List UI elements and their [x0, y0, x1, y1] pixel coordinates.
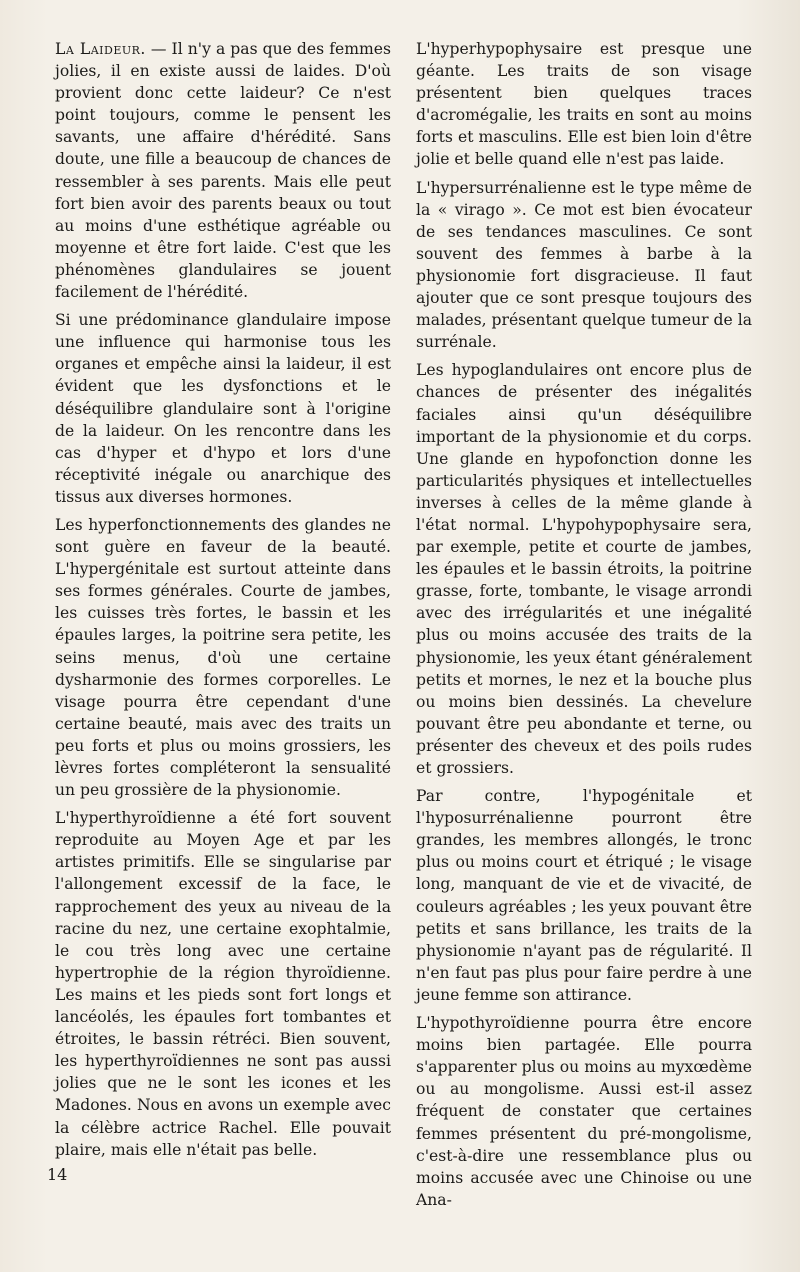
paragraph-hypoglandulaires: Les hypoglandulaires ont encore plus de chances de présenter des inégalités faciales ainsi qu'un déséquilibre important de la physionomie et du corps. Une glande en hypofonction donne les particularités physiques et intellectuelles inverses à celles de la même glande à l'état normal. L'hypohypophysaire sera, par exemple, petite et courte de jambes, les épaules et le bassin étroits, la poitrine grasse, forte, tombante, le visage arrondi avec des irrégularités et une inégalité plus ou moins accusée des traits de la physionomie, les yeux étant généralement petits et mornes, le nez et la bouche plus ou moins bien dessinés. La chevelure pouvant être peu abondante et terne, ou présenter des cheveux et des poils rudes et grossiers. [416, 361, 752, 777]
paragraph-hypothyroidienne: L'hypothyroïdienne pourra être encore moins bien partagée. Elle pourra s'apparenter plus ou moins au myxœdème ou au mongolisme. Aussi est-il assez fréquent de constater que certaines femmes présentent du pré-mongolisme, c'est-à-dire une ressemblance plus ou moins accusée avec une Chinoise ou une Ana- [416, 1014, 752, 1209]
paragraph-hypogenitale: Par contre, l'hypogénitale et l'hyposurrénalienne pourront être grandes, les membres allongés, le tronc plus ou moins court et étriqué ; le visage long, manquant de vie et de vivacité, de couleurs agréables ; les yeux pouvant être petits et sans brillance, les traits de la physionomie n'ayant pas de régularité. Il n'en faut pas plus pour faire perdre à une jeune femme son attirance. [416, 787, 752, 1004]
paragraph-hypergenitale: Les hyperfonctionnements des glandes ne sont guère en faveur de la beauté. L'hypergénitale est surtout atteinte dans ses formes générales. Courte de jambes, les cuisses très fortes, le bassin et les épaules larges, la poitrine sera petite, les seins menus, d'où une certaine dysharmonie des formes corporelles. Le visage pourra être cependant d'une certaine beauté, mais avec des traits un peu forts et plus ou moins grossiers, les lèvres fortes compléteront la sensualité un peu grossière de la physionomie. [55, 515, 391, 800]
paragraph-hyperhypophysaire: L'hyperhypophysaire est presque une géante. Les traits de son visage présentent bien quelques traces d'acromégalie, les traits en sont au moins forts et masculins. Elle est bien loin d'être jolie et belle quand elle n'est pas laide. [416, 40, 752, 169]
paragraph-dysfonctions: Si une prédominance glandulaire impose une influence qui harmonise tous les organes et empêche ainsi la laideur, il est évident que les dysfonctions et le déséquilibre glandulaire sont à l'origine de la laideur. On les rencontre dans les cas d'hyper et d'hypo et lors d'une réceptivité inégale ou anarchique des tissus aux diverses hormones. [55, 311, 391, 506]
paragraph-text: — Il n'y a pas que des femmes jolies, il en existe aussi de laides. D'où provient donc cette laideur? Ce n'est point toujours, comme le pensent les savants, une affaire d'hérédité. Sans doute, une fille a beaucoup de chances de ressembler à ses parents. Mais elle peut fort bien avoir des parents beaux ou tout au moins d'une esthétique agréable ou moyenne et être fort laide. C'est que les phénomènes glandulaires se jouent facilement de l'hérédité. [55, 40, 391, 302]
right-column [416, 38, 752, 1217]
paragraph-hyperthyroidienne: L'hyperthyroïdienne a été fort souvent reproduite au Moyen Age et par les artistes primitifs. Elle se singularise par l'allongement excessif de la face, le rapprochement des yeux au niveau de la racine du nez, une certaine exophtalmie, le cou très long avec une certaine hypertrophie de la région thyroïdienne. Les mains et les pieds sont fort longs et lancéolés, les épaules fort tombantes et étroites, le bassin rétréci. Bien souvent, les hyperthyroïdiennes ne sont pas aussi jolies que ne le sont les icones et les Madones. Nous en avons un exemple avec la célèbre actrice Rachel. Elle pouvait plaire, mais elle n'était pas belle. [55, 809, 391, 1159]
left-column [55, 38, 391, 1167]
paragraph-laideur [55, 38, 391, 303]
section-heading: La Laideur. [55, 40, 146, 58]
paragraph-hypersurrenalienne: L'hypersurrénalienne est le type même de la « virago ». Ce mot est bien évocateur de ses tendances masculines. Ce sont souvent des femmes à barbe à la physionomie fort disgracieuse. Il faut ajouter que ce sont presque toujours des malades, présentant quelque tumeur de la surrénale. [416, 178, 752, 352]
page-number: 14 [47, 1165, 68, 1184]
